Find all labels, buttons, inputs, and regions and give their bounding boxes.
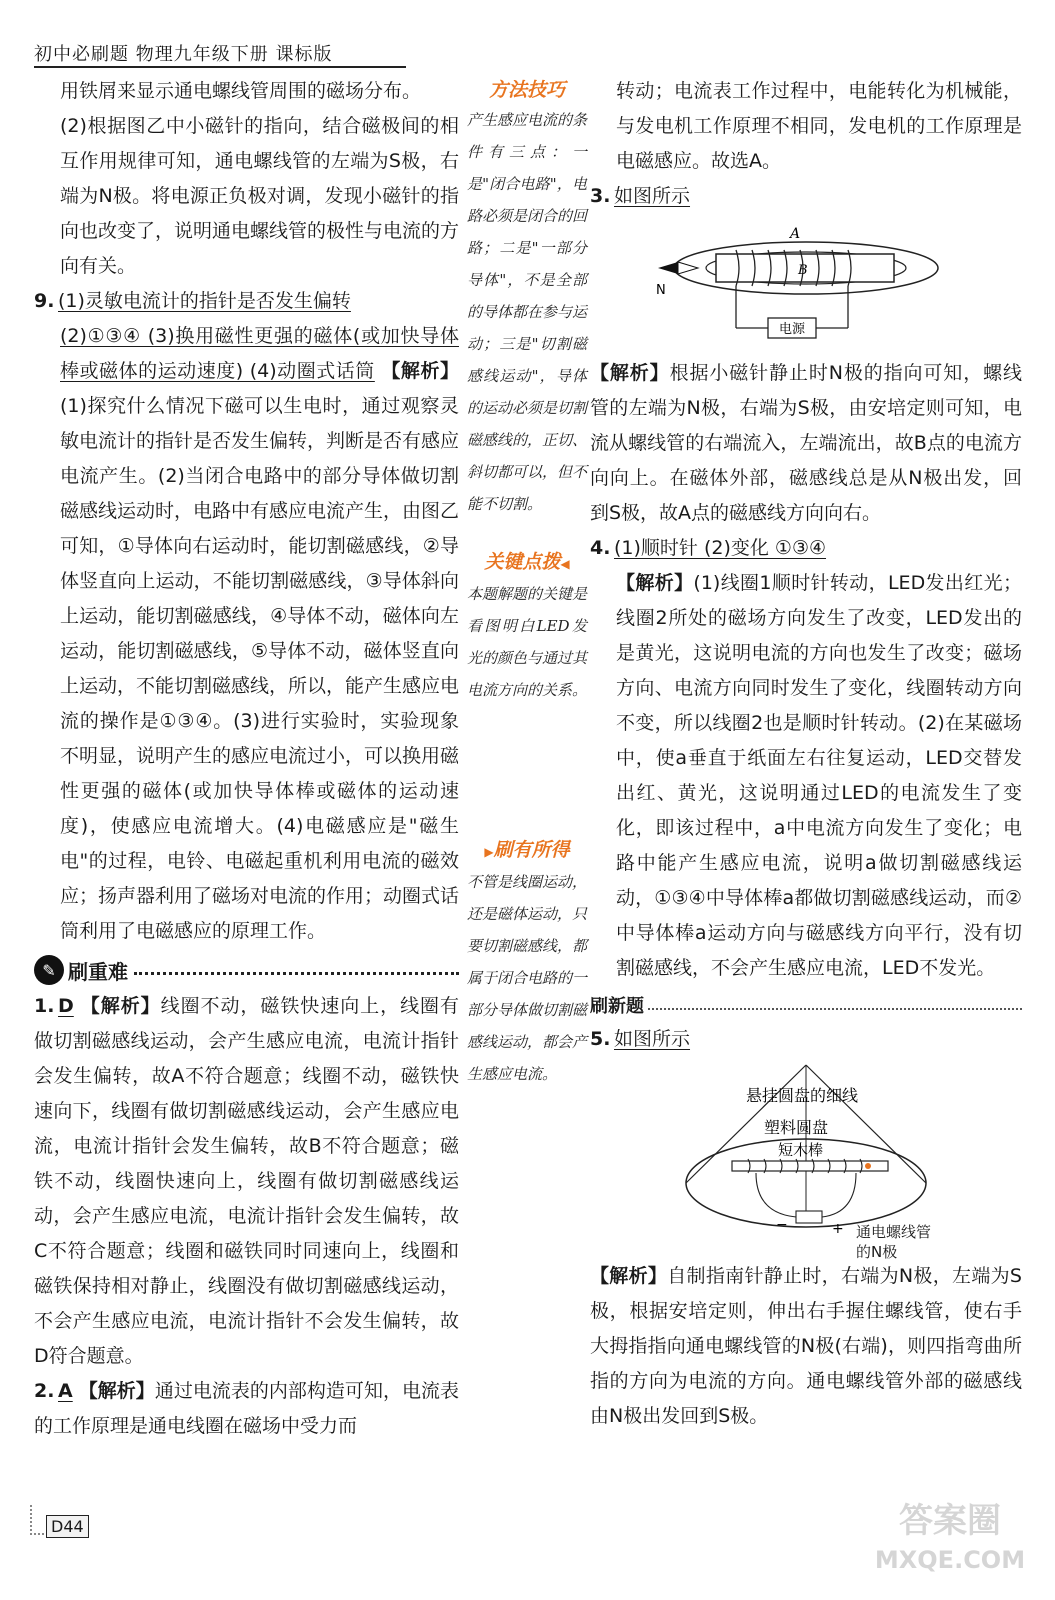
dotted-divider: [648, 1000, 1022, 1010]
answer-choice: A: [58, 1380, 73, 1402]
analysis-tag: 【解析】: [80, 995, 161, 1017]
analysis-text: 线圈不动，磁铁快速向上，线圈有做切割磁感线运动，会产生感应电流，电流计指针会发生偏转，故A不符合题意；线圈不动，磁铁快速向下，线圈有做切割磁感线运动，会产生感应电流，电流计指针会发生偏转，故B不符合题意；磁铁不动，线圈快速向上，线圈有做切割磁感线运动，会产生感应电流，电流计指针会发生偏转，故C不符合题意；线圈和磁铁同时同速向上，线圈和磁铁保持相对静止，线圈没有做切割磁感线运动，不会产生感应电流，电流计指针不会发生偏转，故D符合题意。: [34, 995, 459, 1367]
page-corner-mark: [30, 1505, 44, 1535]
analysis-tag: 【解析】: [616, 572, 694, 594]
stick-label: 短木棒: [778, 1141, 824, 1159]
battery-minus-label: −: [776, 1217, 788, 1233]
question-2: [34, 1374, 459, 1444]
dotted-divider: [134, 965, 459, 975]
paragraph-continued: 转动；电流表工作过程中，电能转化为机械能，与发电机工作原理不相同，发电机的工作原理是电磁感应。故选A。: [616, 80, 1022, 172]
analysis-text: (1)线圈1顺时针转动，LED发出红光；线圈2所处的磁场方向发生了改变，LED发出的是黄光，这说明电流的方向也发生了改变；磁场方向、电流方向同时发生了变化，线圈转动方向不变，所以线圈2也是顺时针转动。(2)在某磁场中，使a垂直于纸面左右往复运动，LED交替发出红、黄光，这说明通过LED的电流发生了变化，即该过程中，a中电流方向发生了变化；电路中能产生感应电流，说明a做切割磁感线运动，①③④中导体棒a都做切割磁感线运动，而②中导体棒a运动方向与磁感线方向平行，没有切割磁感线，不会产生感应电流，LED不发光。: [616, 572, 1022, 979]
question-4-analysis: [590, 566, 1022, 986]
question-3: [590, 179, 1022, 214]
analysis-tag: 【解析】: [381, 360, 459, 382]
side-text-gain: 不管是线圈运动，还是磁体运动，只要切割磁感线，都属于闭合电路的一部分导体做切割磁感线运动，都会产生感应电流。: [467, 873, 588, 1083]
question-4: [590, 531, 1022, 566]
triangle-right-icon: ▶: [484, 845, 494, 859]
thread-label: 悬挂圆盘的细线: [746, 1086, 859, 1105]
question-number: 4.: [590, 537, 611, 559]
question-number: 3.: [590, 185, 611, 207]
section-new-header: [590, 992, 1022, 1018]
question-number: 9.: [34, 290, 55, 312]
analysis-tag: 【解析】: [78, 1380, 155, 1402]
answer-text: (1)顺时针 (2)变化 ①③④: [614, 537, 827, 559]
pencil-icon: ✎: [34, 955, 64, 985]
side-text-method: 产生感应电流的条件有三点：一是"闭合电路"，电路必须是闭合的回路；二是"一部分导体"，不是全部的导体都在参与运动；三是"切割磁感线运动"，导体的运动必须是切割磁感线的，正切、斜切都可以，但不能不切割。: [467, 111, 588, 513]
watermark-logo: [870, 1488, 1030, 1580]
question-number: 1.: [34, 995, 55, 1017]
analysis-tag: 【解析】: [590, 1265, 668, 1287]
question-number: 5.: [590, 1028, 611, 1050]
point-a-label: A: [790, 226, 801, 242]
question-5-analysis: [590, 1259, 1022, 1434]
analysis-text: 根据小磁针静止时N极的指向可知，螺线管的左端为N极，右端为S极，由安培定则可知，电流从螺线管的右端流入，左端流出，故B点的电流方向向上。在磁体外部，磁感线总是从N极出发，回到S极，故A点的磁感线方向向右。: [590, 362, 1022, 524]
header-divider: [34, 66, 406, 68]
right-column: [590, 74, 1022, 1434]
side-text-key: 本题解题的关键是看图明白LED发光的颜色与通过其电流方向的关系。: [467, 585, 588, 699]
compass-needle-n: [658, 262, 678, 274]
compass-needle-s: [678, 262, 698, 274]
battery-plus-label: +: [832, 1221, 844, 1237]
question-9: [34, 284, 459, 319]
needle-n-label: N: [656, 283, 666, 298]
page-header-title: 初中必刷题 物理九年级下册 课标版: [34, 44, 333, 65]
wooden-stick: [732, 1161, 888, 1171]
side-notes-column: [467, 76, 587, 1090]
answer-text: 如图所示: [614, 1028, 691, 1050]
solenoid-figure: [656, 220, 956, 350]
question-3-analysis: [590, 356, 1022, 531]
question-number: 2.: [34, 1380, 55, 1402]
answer-text: (2)①③④ (3)换用磁性更强的磁体(或加快导体棒或磁体的运动速度) (4)动圈式话筒: [60, 325, 459, 382]
side-heading-gain: [467, 836, 587, 866]
answer-text: (1)灵敏电流计的指针是否发生偏转: [58, 290, 351, 312]
n-pole-annotation: 通电螺线管的N极: [856, 1223, 932, 1261]
power-source-label: 电源: [778, 322, 806, 337]
left-column: [34, 74, 459, 1444]
analysis-text: (1)探究什么情况下磁可以生电时，通过观察灵敏电流计的指针是否发生偏转，判断是否有感应电流产生。(2)当闭合电路中的部分导体做切割磁感线运动时，电路中有感应电流产生，由图乙可知，①导体向右运动时，能切割磁感线，②导体竖直向上运动，不能切割磁感线，③导体斜向上运动，能切割磁感线，④导体不动，磁体向左运动，能切割磁感线，⑤导体不动，磁体竖直向上运动，不能切割磁感线，所以，能产生感应电流的操作是①③④。(3)进行实验时，实验现象不明显，说明产生的感应电流过小，可以换用磁性更强的磁体(或加快导体棒或磁体的运动速度)，使感应电流增大。(4)电磁感应是"磁生电"的过程，电铃、电磁起重机利用电流的磁效应；扬声器利用了磁场对电流的作用；动圈式话筒利用了电磁感应的原理工作。: [60, 395, 460, 942]
question-5: [590, 1022, 1022, 1057]
section-title: 刷重难: [68, 959, 128, 984]
disk-label: 塑料圆盘: [764, 1118, 829, 1137]
n-pole-marker: [865, 1163, 871, 1169]
analysis-tag: 【解析】: [590, 362, 670, 384]
point-b-label: B: [798, 263, 808, 278]
section-hard-header: [34, 955, 459, 985]
question-9-answer-2: [34, 319, 459, 949]
answer-choice: D: [58, 995, 74, 1017]
triangle-left-icon: ◀: [560, 557, 570, 571]
paragraph-part2: (2)根据图乙中小磁针的指向，结合磁极间的相互作用规律可知，通电螺线管的左端为S极，右端为N极。将电源正负极对调，发现小磁针的指向也改变了，说明通电螺线管的极性与电流的方向有关。: [60, 115, 460, 277]
side-heading-gain-label: 刷有所得: [493, 839, 570, 861]
section-title: 刷新题: [590, 996, 644, 1017]
paragraph-intro: 用铁屑来显示通电螺线管周围的磁场分布。: [60, 80, 422, 102]
side-heading-method: 方法技巧: [488, 79, 565, 101]
analysis-text: 自制指南针静止时，右端为N极，左端为S极，根据安培定则，伸出右手握住螺线管，使右手大拇指指向通电螺线管的N极(右端)，则四指弯曲所指的方向为电流的方向。通电螺线管外部的磁感线由N极出发回到S极。: [590, 1265, 1022, 1427]
svg-text:MXQE.COM: MXQE.COM: [874, 1546, 1026, 1574]
side-heading-key-label: 关键点拨: [484, 551, 561, 573]
battery: [796, 1211, 822, 1223]
analysis-text: 通过电流表的内部构造可知，电流表的工作原理是通电线圈在磁场中受力而: [34, 1380, 459, 1437]
svg-text:答案圈: 答案圈: [899, 1501, 1001, 1541]
answer-text: 如图所示: [614, 185, 691, 207]
question-1: [34, 989, 459, 1374]
side-heading-key: [467, 548, 587, 578]
page-number: D44: [46, 1515, 89, 1538]
